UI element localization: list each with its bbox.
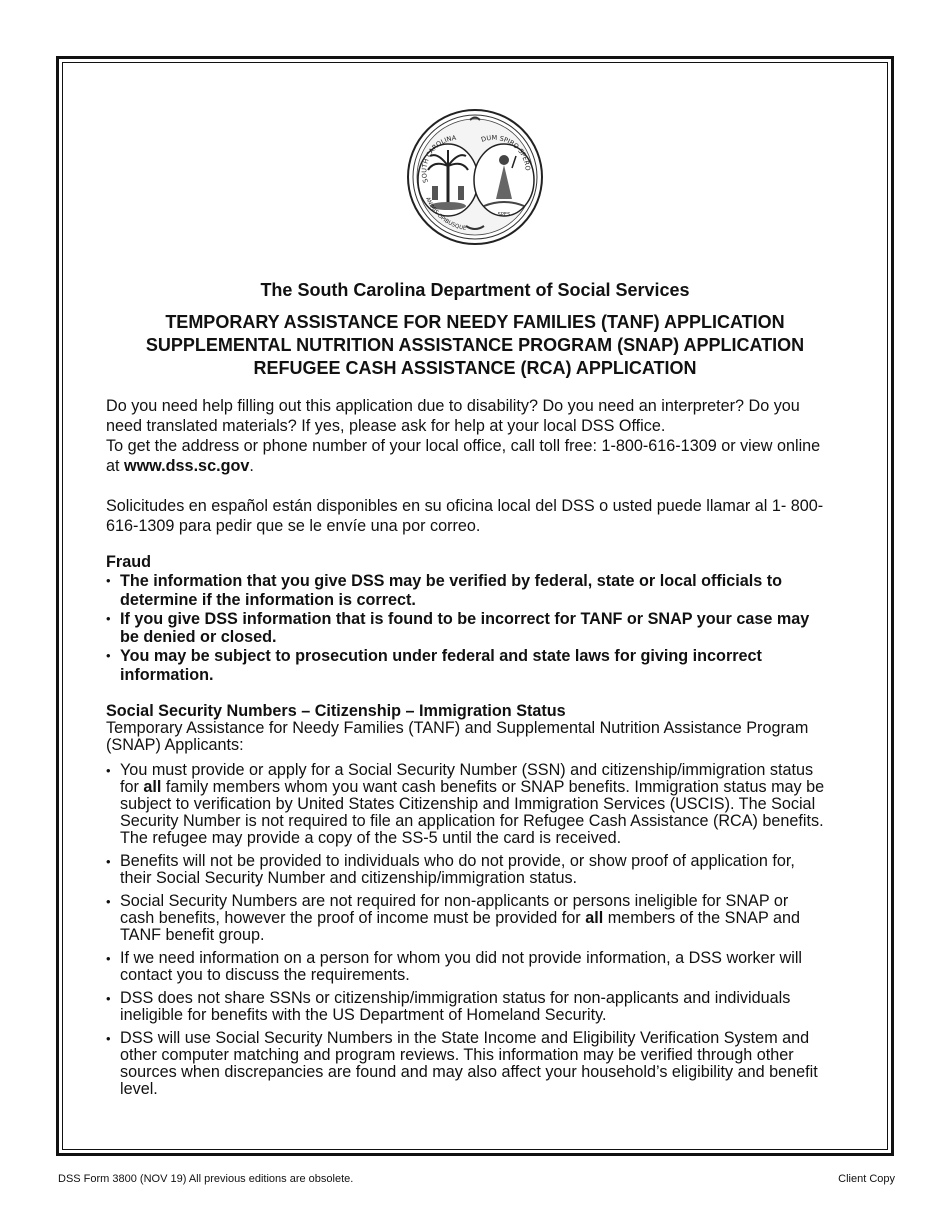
title-rca: REFUGEE CASH ASSISTANCE (RCA) APPLICATION [253,358,697,378]
ssn-list [106,762,826,1104]
ssn-item-bold: all [143,778,162,796]
fraud-item: • If you give DSS information that is found to be incorrect for TANF or SNAP your case may be denied or closed. [106,610,831,647]
ssn-item-provide [106,762,826,847]
fraud-item: • The information that you give DSS may be verified by federal, state or local officials to determine if the information is correct. [106,572,831,609]
ssn-item-benefits: • Benefits will not be provided to individuals who do not provide, or show proof of application for, their Social Security Number and citizenship/immigration status. [106,853,826,887]
seal-right-text: DUM SPIRO SPERO [480,133,532,172]
ssn-item-worker-contact: • If we need information on a person for whom you did not provide information, a DSS worker will contact you to discuss the requirements. [106,950,826,984]
spanish-paragraph: Solicitudes en español están disponibles en su oficina local del DSS o usted puede llamar al 1- 800-616-1309 para pedir que se le envíe una por correo. [106,497,824,535]
ssn-item-verification: • DSS will use Social Security Numbers in the State Income and Eligibility Verification System and other computer matching and program reviews. This information may be verified through other sources when discrepancies are found and may also affect your household’s eligibility and benefit level. [106,1030,826,1098]
seal-bottom-text: ANIMIS OPIBUSQUE [424,196,467,233]
help-text-disability: Do you need help filling out this application due to disability? Do you need an interpreter? Do you need translated materials? If yes, please ask for help at your local DSS Office. [106,397,800,435]
fraud-item: • You may be subject to prosecution under federal and state laws for giving incorrect information. [106,647,831,684]
help-period: . [249,457,254,475]
form-identifier: DSS Form 3800 (NOV 19) All previous editions are obsolete. [58,1173,354,1185]
ssn-item-non-applicants [106,893,826,944]
help-paragraph [106,396,826,476]
fraud-list [106,572,831,685]
help-text-phone: To get the address or phone number of your local office, call toll free: 1-800-616-1309 or view online at [106,437,821,475]
ssn-item-text: Social Security Numbers are not required for non-applicants or persons ineligible for SNAP or cash benefits, however the proof of income must be provided for [120,892,789,927]
help-text-office [106,436,826,476]
organization-name: The South Carolina Department of Social Services [260,280,690,300]
seal-right-bottom-text: SPES [497,212,511,218]
ssn-heading: Social Security Numbers – Citizenship – Immigration Status [106,702,566,720]
title-tanf: TEMPORARY ASSISTANCE FOR NEEDY FAMILIES (TANF) APPLICATION [165,312,785,332]
state-seal-icon [406,108,544,246]
seal-left-text: SOUTH CAROLINA [420,133,457,184]
ssn-item-text: You must provide or apply for a Social Security Number (SSN) and citizenship/immigration status for [120,761,814,796]
ssn-item-text: members of the SNAP and TANF benefit group. [120,909,800,944]
title-snap: SUPPLEMENTAL NUTRITION ASSISTANCE PROGRAM (SNAP) APPLICATION [145,335,805,355]
ssn-item-text: family members whom you want cash benefits or SNAP benefits. Immigration status may be subject to verification by United States Citizenship and Immigration Services (USCIS). The Social Security Number is not required to file an application for Refugee Cash Assistance (RCA) benefits. The refugee may provide a copy of the SS-5 until the card is received. [120,778,825,847]
copy-label: Client Copy [838,1173,895,1185]
ssn-intro: Temporary Assistance for Needy Families (TANF) and Supplemental Nutrition Assistance Program (SNAP) Applicants: [106,719,809,754]
ssn-item-bold: all [585,909,604,927]
application-titles [0,311,950,380]
website-link[interactable]: www.dss.sc.gov [124,457,250,475]
ssn-item-no-share: • DSS does not share SSNs or citizenship/immigration status for non-applicants and individuals ineligible for benefits with the US Department of Homeland Security. [106,990,826,1024]
fraud-heading: Fraud [106,553,151,571]
